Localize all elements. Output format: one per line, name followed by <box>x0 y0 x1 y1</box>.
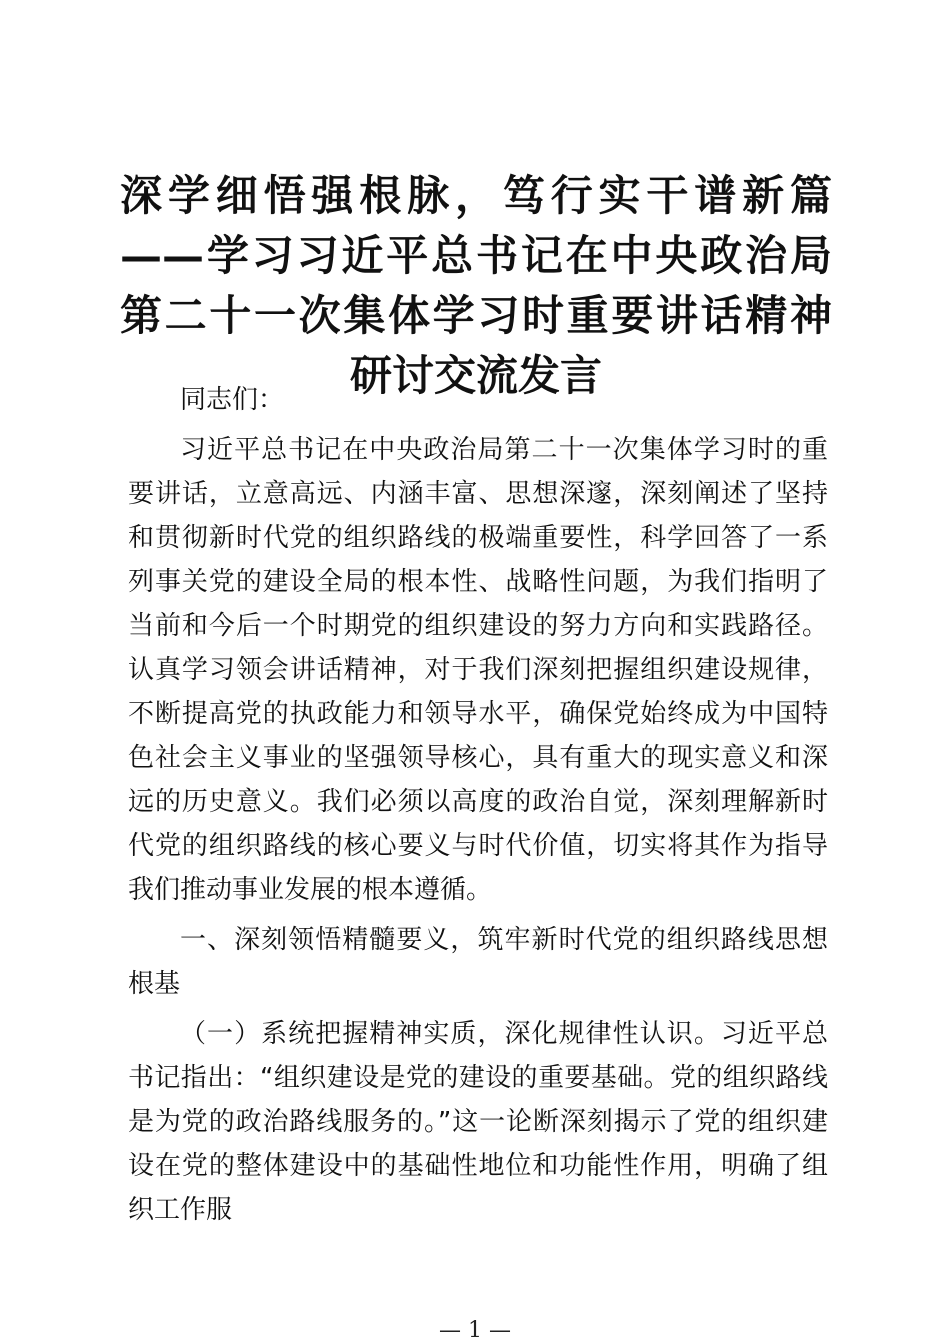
paragraph-intro: 习近平总书记在中央政治局第二十一次集体学习时的重要讲话，立意高远、内涵丰富、思想深邃，深刻阐述了坚持和贯彻新时代党的组织路线的极端重要性，科学回答了一系列事关党的建设全局的根本性、战略性问题，为我们指明了当前和今后一个时期党的组织建设的努力方向和实践路径。认真学习领会讲话精神，对于我们深刻把握组织建设规律，不断提高党的执政能力和领导水平，确保党始终成为中国特色社会主义事业的坚强领导核心，具有重大的现实意义和深远的历史意义。我们必须以高度的政治自觉，深刻理解新时代党的组织路线的核心要义与时代价值，切实将其作为指导我们推动事业发展的根本遵循。 <box>128 435 828 905</box>
section-heading-1: 一、深刻领悟精髓要义，筑牢新时代党的组织路线思想根基 <box>128 925 828 999</box>
document-body <box>128 378 828 1232</box>
document-title: 深学细悟强根脉，笃行实干谱新篇——学习习近平总书记在中央政治局第二十一次集体学习时重要讲话精神研讨交流发言 <box>120 171 832 400</box>
page-number: — 1 — <box>439 1318 511 1343</box>
paragraph-subsection-1: （一）系统把握精神实质，深化规律性认识。习近平总书记指出：“组织建设是党的建设的重要基础。党的组织路线是为党的政治路线服务的。”这一论断深刻揭示了党的组织建设在党的整体建设中的基础性地位和功能性作用，明确了组织工作服 <box>128 1019 828 1225</box>
salutation: 同志们： <box>180 385 285 415</box>
